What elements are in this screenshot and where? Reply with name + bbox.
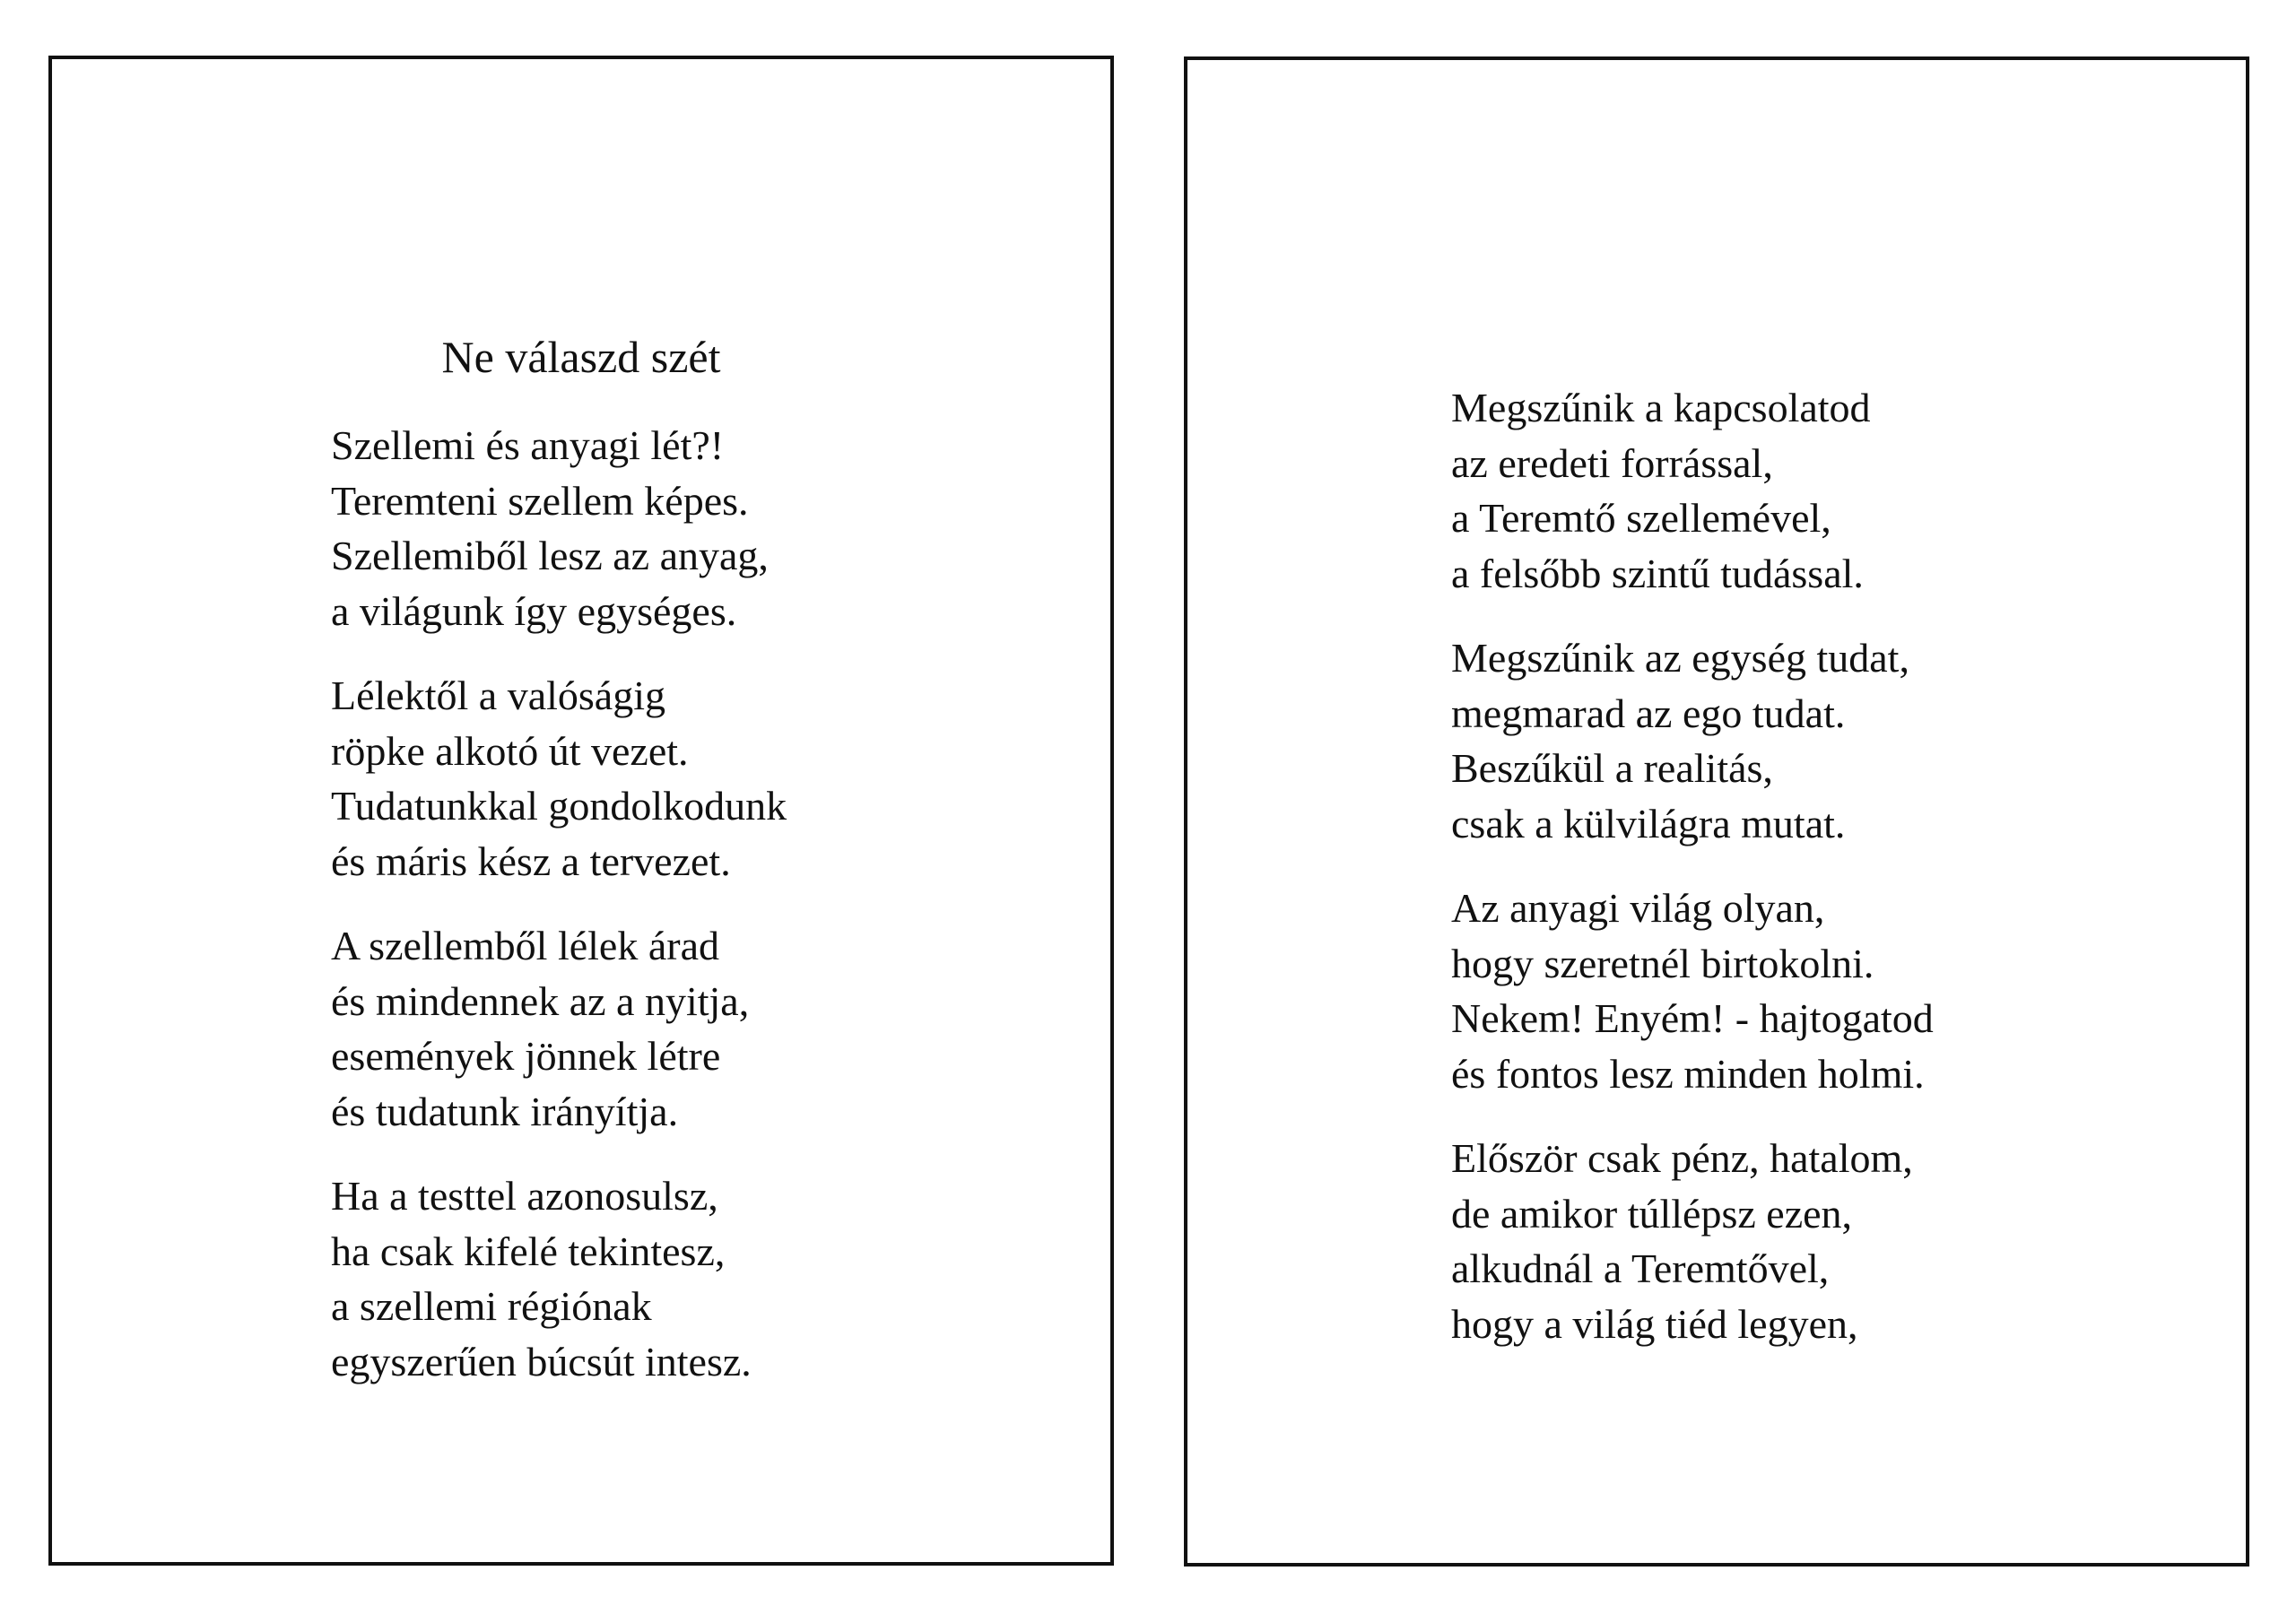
poem-line: az eredeti forrással, <box>1451 439 1773 486</box>
poem-line: Nekem! Enyém! - hajtogatod <box>1451 995 1934 1041</box>
poem-line: események jönnek létre <box>331 1033 721 1079</box>
poem-line: Szellemi és anyagi lét?! <box>331 422 725 468</box>
stanza-list <box>331 418 787 1419</box>
poem-line: a felsőbb szintű tudással. <box>1451 550 1864 596</box>
poem-line: a szellemi régiónak <box>331 1283 652 1329</box>
stanza <box>1451 1131 1934 1351</box>
stanza <box>331 418 787 638</box>
stanza <box>331 918 787 1139</box>
stanza <box>1451 380 1934 601</box>
page-right <box>1184 56 2249 1567</box>
poem-line: és máris kész a tervezet. <box>331 838 731 884</box>
poem-line: Beszűkül a realitás, <box>1451 745 1773 791</box>
poem-line: és mindennek az a nyitja, <box>331 977 750 1024</box>
stanza <box>331 1168 787 1389</box>
poem-line: Megszűnik az egység tudat, <box>1451 635 1909 681</box>
poem-line: Tudatunkkal gondolkodunk <box>331 783 787 829</box>
poem-line: Először csak pénz, hatalom, <box>1451 1135 1913 1181</box>
stanza-list <box>1451 380 1934 1381</box>
poem-line: a világunk így egységes. <box>331 587 737 634</box>
poem-line: röpke alkotó út vezet. <box>331 727 689 774</box>
poem-line: és fontos lesz minden holmi. <box>1451 1050 1925 1097</box>
stanza <box>1451 630 1934 851</box>
poem-line: de amikor túllépsz ezen, <box>1451 1190 1853 1237</box>
poem-line: Lélektől a valóságig <box>331 673 665 718</box>
stanza <box>331 668 787 889</box>
poem-line: hogy a világ tiéd legyen, <box>1451 1300 1858 1347</box>
poem-line: a Teremtő szellemével, <box>1451 495 1831 541</box>
poem-line: egyszerűen búcsút intesz. <box>331 1338 752 1384</box>
poem-line: Az anyagi világ olyan, <box>1451 885 1825 931</box>
poem-line: ha csak kifelé tekintesz, <box>331 1228 726 1274</box>
poem-title: Ne válaszd szét <box>441 332 721 382</box>
poem-line: alkudnál a Teremtővel, <box>1451 1245 1830 1291</box>
stanza <box>1451 881 1934 1101</box>
poem-line: Megszűnik a kapcsolatod <box>1451 385 1871 430</box>
poem-line: és tudatunk irányítja. <box>331 1088 679 1134</box>
poem-line: Szellemiből lesz az anyag, <box>331 533 769 578</box>
poem-line: csak a külvilágra mutat. <box>1451 800 1846 846</box>
poem-line: megmarad az ego tudat. <box>1451 690 1846 736</box>
poem-line: A szellemből lélek árad <box>331 923 720 968</box>
page-left <box>48 56 1114 1566</box>
poem-line: Ha a testtel azonosulsz, <box>331 1173 718 1219</box>
poem-line: Teremteni szellem képes. <box>331 477 749 524</box>
poem-line: hogy szeretnél birtokolni. <box>1451 940 1874 986</box>
